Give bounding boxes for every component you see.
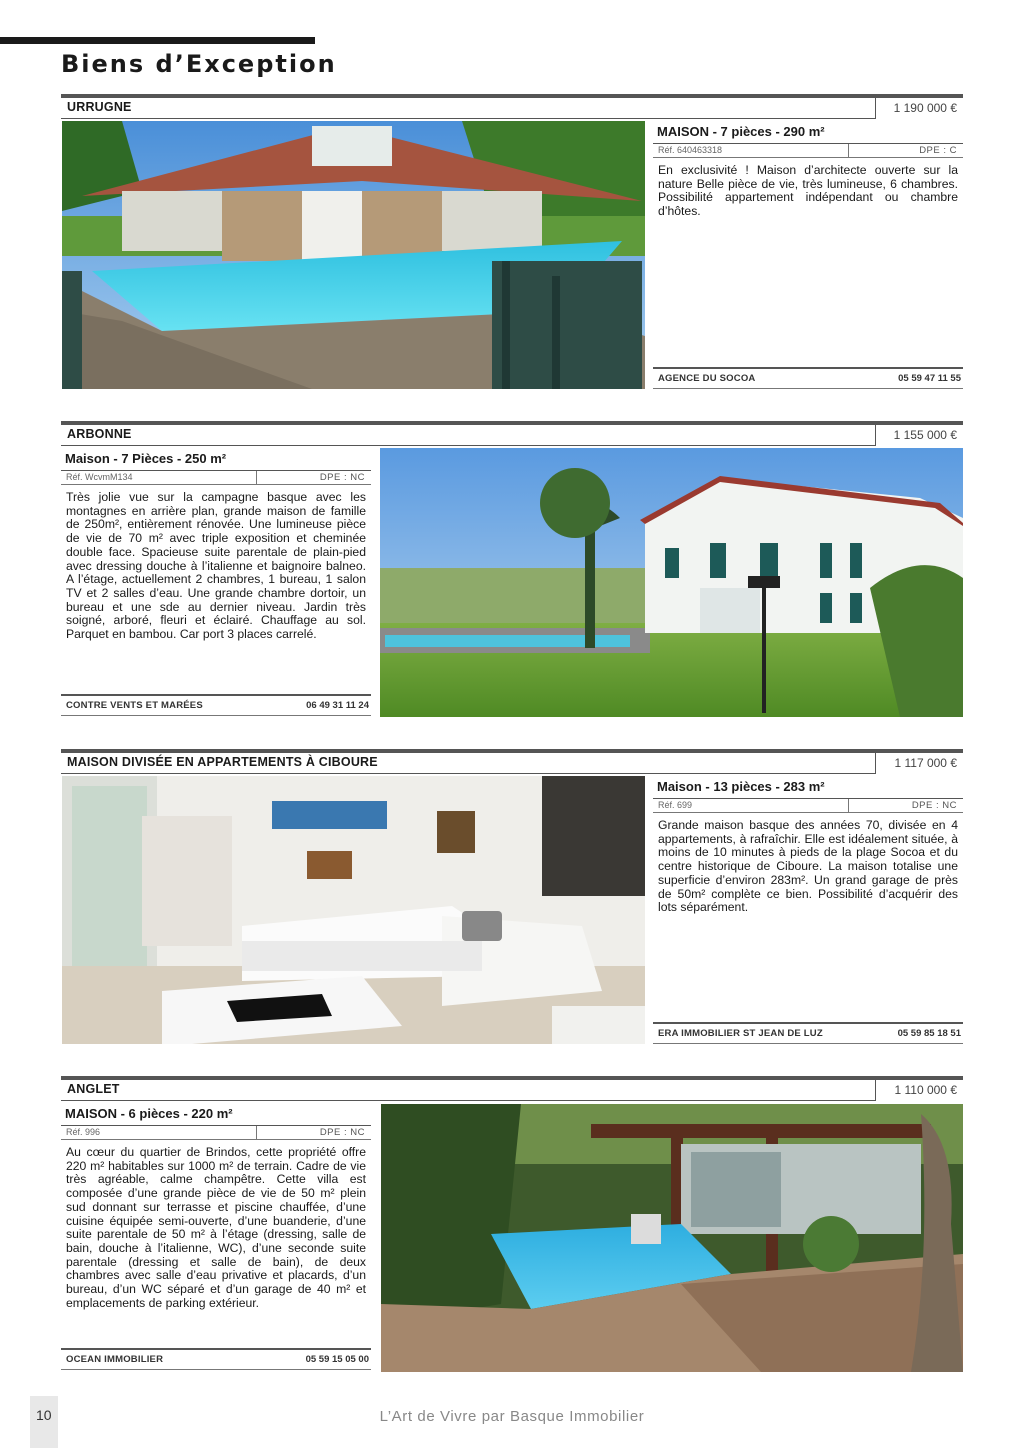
property-photo-pool-villa[interactable] <box>62 121 645 389</box>
listing-price: 1 155 000 € <box>875 425 963 446</box>
ref-divider <box>848 799 849 812</box>
property-ref: Réf. 996 <box>66 1127 101 1137</box>
agency-row <box>653 1022 963 1044</box>
listing-price: 1 110 000 € <box>875 1080 963 1101</box>
listing-price: 1 117 000 € <box>875 753 963 774</box>
listing-ciboure[interactable] <box>61 749 963 1045</box>
ref-divider <box>848 144 849 157</box>
agency-phone[interactable]: 05 59 85 18 51 <box>897 1028 961 1039</box>
header-underline <box>61 445 875 446</box>
property-photo-pool-terrace[interactable] <box>381 1104 963 1372</box>
agency-name[interactable]: OCEAN IMMOBILIER <box>66 1354 164 1365</box>
header-rule <box>61 421 963 425</box>
agency-phone[interactable]: 05 59 15 05 00 <box>305 1354 369 1365</box>
property-dpe: DPE : C <box>919 145 957 156</box>
ref-divider <box>256 1126 257 1139</box>
property-description: Au cœur du quartier de Brindos, cette propriété offre 220 m² habitables sur 1000 m² de terrain. Cadre de vie très agréable, calme champêtre. Cette villa est composée d’une grande pièce de vie de 50 m² plein sud donnant sur terrasse et piscine chauffée, d’une cuisine équipée semi-ouverte, d’une buanderie, d’une suite parentale de 50 m² à l’étage (dressing, salle de bain, douche à l’italienne, WC), d’une seconde suite parentale (dressing et salle de bain), de deux chambres avec salle d’eau privative et placards, d’un bureau, d’un WC séparé et d’un garage de 40 m² et emplacements de parking extérieur. <box>66 1145 366 1310</box>
agency-name[interactable]: CONTRE VENTS ET MARÉES <box>66 700 203 711</box>
ref-row <box>653 798 963 813</box>
header-underline <box>61 118 875 119</box>
ref-divider <box>256 471 257 484</box>
listing-info <box>61 1103 371 1373</box>
listing-arbonne[interactable] <box>61 421 963 718</box>
ref-row <box>61 470 371 485</box>
footer-tagline: L’Art de Vivre par Basque Immobilier <box>379 1408 645 1425</box>
agency-phone[interactable]: 05 59 47 11 55 <box>898 373 961 384</box>
header-rule <box>61 1076 963 1080</box>
agency-row <box>61 694 371 716</box>
header-rule <box>61 749 963 753</box>
property-title: Maison - 13 pièces - 283 m² <box>657 779 825 794</box>
listing-info <box>61 448 371 716</box>
agency-phone[interactable]: 06 49 31 11 24 <box>306 700 369 711</box>
property-description: En exclusivité ! Maison d’architecte ouverte sur la nature Belle pièce de vie, très lumineuse, 6 chambres. Possibilité appartement indépendant ou chambre d’hôtes. <box>658 163 958 219</box>
listing-info <box>653 776 963 1044</box>
ref-row <box>61 1125 371 1140</box>
listing-location: ARBONNE <box>67 427 132 441</box>
property-title: MAISON - 6 pièces - 220 m² <box>65 1106 233 1121</box>
property-title: MAISON - 7 pièces - 290 m² <box>657 124 825 139</box>
property-dpe: DPE : NC <box>911 800 957 811</box>
property-dpe: DPE : NC <box>319 1127 365 1138</box>
header-underline <box>61 1100 875 1101</box>
property-title: Maison - 7 Pièces - 250 m² <box>65 451 227 466</box>
page-number: 10 <box>36 1407 52 1423</box>
listing-price: 1 190 000 € <box>875 98 963 119</box>
agency-row <box>653 367 963 389</box>
header-rule <box>61 94 963 98</box>
agency-name[interactable]: ERA IMMOBILIER ST JEAN DE LUZ <box>658 1028 823 1039</box>
property-ref: Réf. WcvmM134 <box>66 472 133 482</box>
property-photo-basque-house[interactable] <box>380 448 963 717</box>
page-title: Biens d’Exception <box>61 50 337 78</box>
property-ref: Réf. 640463318 <box>658 145 723 155</box>
property-dpe: DPE : NC <box>319 472 365 483</box>
listing-anglet[interactable] <box>61 1076 963 1374</box>
property-description: Très jolie vue sur la campagne basque avec les montagnes en arrière plan, grande maison de famille de 250m², entièrement rénovée. Une lumineuse pièce de vie de 70 m² avec triple exposition et cheminée double face. Spacieuse suite parentale de plain-pied avec dressing douche à l’italienne et baignoire balneo. A l’étage, actuellement 2 chambres, 1 bureau, 1 salon TV et 2 salles d’eau. Une grande chambre dortoir, un bureau et une sde au dernier niveau. Jardin très soigné, arboré, fleuri et éclairé. Chauffage au sol. Parquet en bambou. Car port 3 places carrelé. <box>66 490 366 642</box>
listing-urrugne[interactable] <box>61 94 963 390</box>
property-photo-living-room[interactable] <box>62 776 645 1044</box>
top-accent-bar <box>0 37 315 44</box>
agency-row <box>61 1348 371 1370</box>
ref-row <box>653 143 963 158</box>
listing-location: ANGLET <box>67 1082 120 1096</box>
property-ref: Réf. 699 <box>658 800 693 810</box>
header-underline <box>61 773 875 774</box>
listing-location: URRUGNE <box>67 100 132 114</box>
agency-name[interactable]: AGENCE DU SOCOA <box>658 373 756 384</box>
listing-location: MAISON DIVISÉE EN APPARTEMENTS À CIBOURE <box>67 755 378 769</box>
listing-info <box>653 121 963 389</box>
property-description: Grande maison basque des années 70, divisée en 4 appartements, à rafraîchir. Elle est idéalement située, à moins de 10 minutes à pieds de la plage Socoa et du centre historique de Ciboure. La maison totalise une superficie d’environ 283m². Un grand garage de près de 50m² complète ce bien. Possibilité d’acquérir des lots séparément. <box>658 818 958 915</box>
